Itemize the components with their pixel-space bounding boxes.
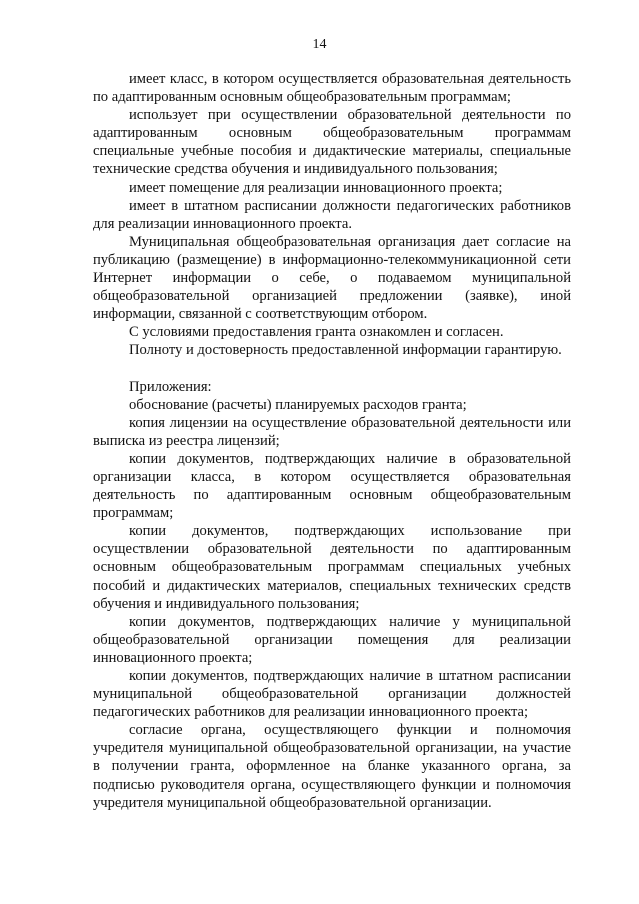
attachment-item: копии документов, подтверждающих использование при осуществлении образовательной деятельности по адаптированным основным общеобразовательным программам специальных учебных пособий и дидактических материалов, специальных технических средств обучения и индивидуального пользования;	[93, 523, 571, 612]
paragraph-uses-materials: использует при осуществлении образовательной деятельности по адаптированным основным общеобразовательным программам специальные учебные пособия и дидактические материалы, специальные технические средства обучения и индивидуального пользования;	[93, 107, 571, 178]
attachment-item: обоснование (расчеты) планируемых расходов гранта;	[129, 396, 467, 413]
attachment-item: копии документов, подтверждающих наличие у муниципальной общеобразовательной организации помещения для реализации инновационного проекта;	[93, 613, 571, 666]
paragraph-has-class: имеет класс, в котором осуществляется образовательная деятельность по адаптированным основным общеобразовательным программам;	[93, 71, 571, 106]
section-spacer	[93, 360, 571, 378]
paragraph-has-premises: имеет помещение для реализации инновационного проекта;	[129, 179, 503, 196]
paragraph-conditions-acknowledged: С условиями предоставления гранта ознакомлен и согласен.	[129, 324, 504, 341]
attachment-item: копии документов, подтверждающих наличие в штатном расписании муниципальной общеобразовательной организации должностей педагогических работников для реализации инновационного проекта;	[93, 668, 571, 721]
paragraph-accuracy-guarantee: Полноту и достоверность предоставленной информации гарантирую.	[129, 342, 562, 359]
paragraph-publication-consent: Муниципальная общеобразовательная организация дает согласие на публикацию (размещение) в информационно-телекоммуникационной сети Интернет информации о себе, о подаваемом муниципальной общеобразовательной организацией предложении (заявке), иной информации, связанной с соответствующим отбором.	[93, 233, 571, 323]
attachment-item: копия лицензии на осуществление образовательной деятельности или выписка из реестра лицензий;	[93, 414, 571, 449]
attachment-item: копии документов, подтверждающих наличие в образовательной организации класса, в котором осуществляется образовательная деятельность по адаптированным основным общеобразовательным программам;	[93, 450, 571, 522]
document-body	[93, 70, 571, 812]
attachments-heading: Приложения:	[129, 378, 212, 395]
attachment-item: согласие органа, осуществляющего функции и полномочия учредителя муниципальной общеобразовательной организации, на участие в получении гранта, оформленное на бланке указанного органа, за подписью руководителя органа, осуществляющего функции и полномочия учредителя муниципальной общеобразовательной организации.	[93, 722, 571, 811]
page-number: 14	[312, 37, 327, 52]
paragraph-has-staff: имеет в штатном расписании должности педагогических работников для реализации инновационного проекта.	[93, 197, 571, 232]
